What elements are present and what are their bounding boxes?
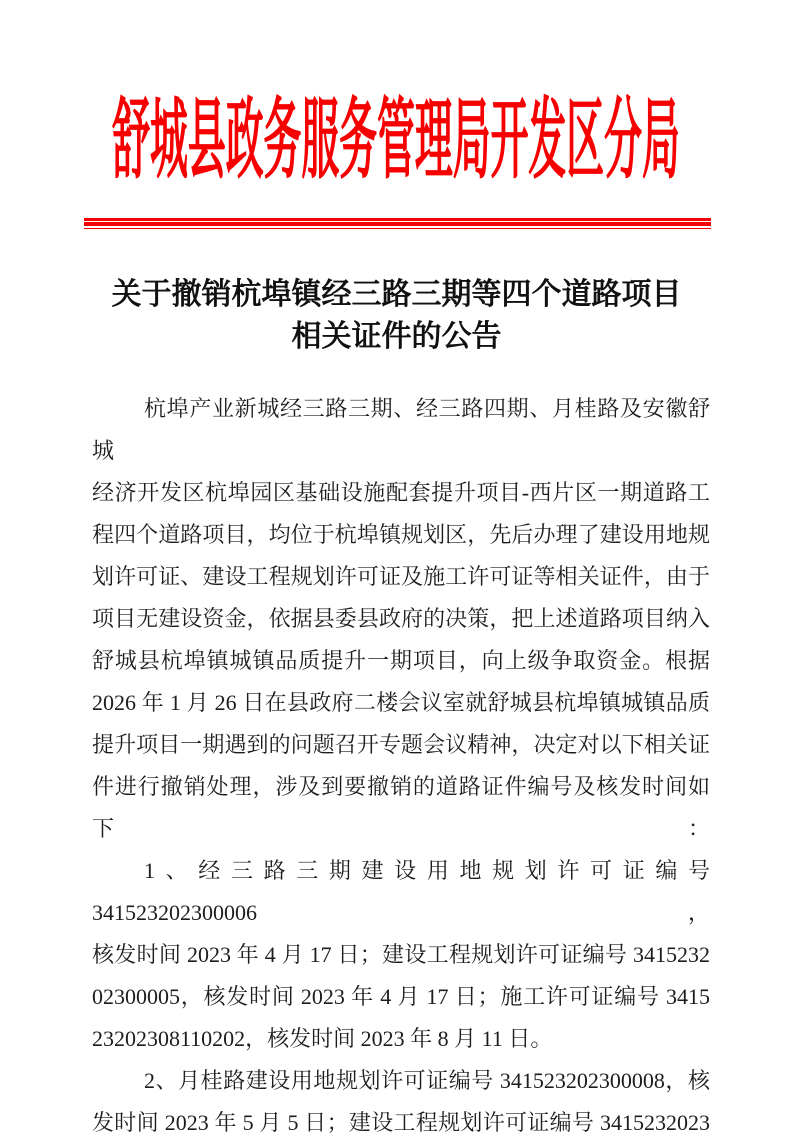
body-line: 程四个道路项目，均位于杭埠镇规划区，先后办理了建设用地规 — [92, 522, 710, 547]
body-line: 舒城县杭埠镇城镇品质提升一期项目，向上级争取资金。根据 — [92, 648, 710, 673]
body-line: 杭埠产业新城经三路三期、经三路四期、月桂路及安徽舒城 — [92, 396, 710, 463]
body-line: 件进行撤销处理，涉及到要撤销的道路证件编号及核发时间如下： — [92, 774, 710, 841]
body-line: 23202308110202，核发时间 2023 年 8 月 11 日。 — [92, 1026, 553, 1051]
body-line: 提升项目一期遇到的问题召开专题会议精神，决定对以下相关证 — [92, 732, 710, 757]
red-divider — [84, 218, 711, 229]
body-line: 项目无建设资金，依据县委县政府的决策，把上述道路项目纳入 — [92, 606, 710, 631]
body-line: 2、月桂路建设用地规划许可证编号 341523202300008，核 — [144, 1068, 710, 1093]
body-line: 2026 年 1 月 26 日在县政府二楼会议室就舒城县杭埠镇城镇品质 — [92, 690, 710, 715]
document-title-line1: 关于撤销杭埠镇经三路三期等四个道路项目 — [111, 278, 682, 311]
announcement-body — [92, 388, 710, 1144]
body-line: 经济开发区杭埠园区基础设施配套提升项目-西片区一期道路工 — [92, 480, 710, 505]
body-line: 02300005，核发时间 2023 年 4 月 17 日；施工许可证编号 3415 — [92, 984, 710, 1009]
body-line: 核发时间 2023 年 4 月 17 日；建设工程规划许可证编号 3415232 — [92, 942, 710, 967]
body-line: 1、经三路三期建设用地规划许可证编号 341523202300006， — [92, 858, 710, 925]
red-divider-stripe — [84, 228, 711, 230]
body-line: 划许可证、建设工程规划许可证及施工许可证等相关证件，由于 — [92, 564, 710, 589]
body-line: 发时间 2023 年 5 月 5 日；建设工程规划许可证编号 3415232023 — [92, 1110, 710, 1135]
document-title — [0, 274, 793, 358]
letterhead-agency-name: 舒城县政务服务管理局开发区分局 — [112, 93, 680, 190]
document-title-line2: 相关证件的公告 — [291, 320, 502, 353]
